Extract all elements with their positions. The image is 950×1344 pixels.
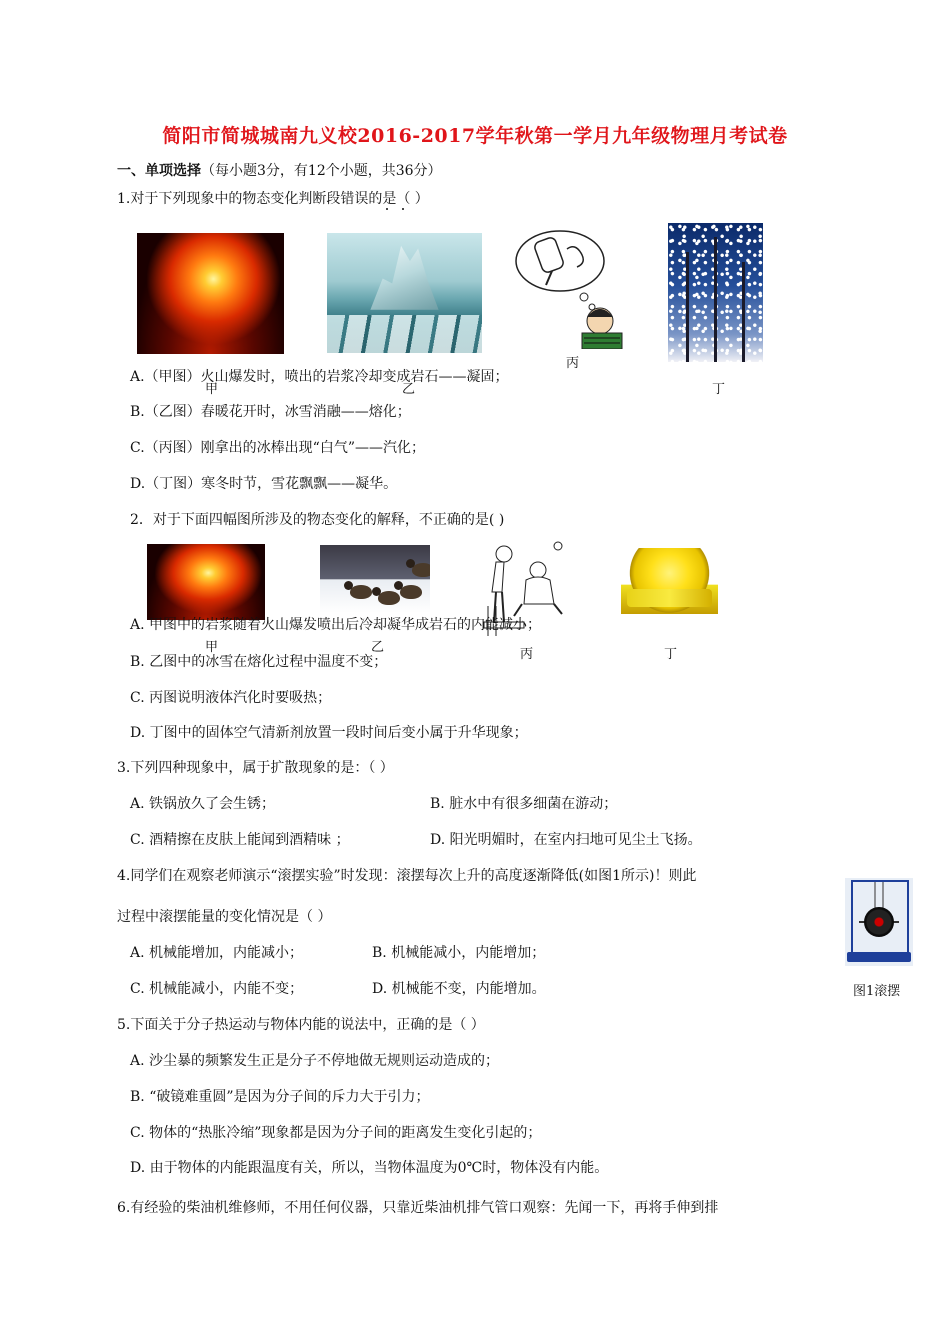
section-note: （每小题3分，有12个小题，共36分） — [201, 163, 442, 179]
q3-option-c: C. 酒精擦在皮肤上能闻到酒精味 ； — [130, 832, 350, 848]
q4-option-a: A. 机械能增加，内能减小； — [130, 945, 304, 961]
q1-iceberg-image — [327, 233, 482, 353]
q1-snow-forest-image — [668, 223, 763, 362]
q4-option-b: B. 机械能减小，内能增加； — [372, 945, 546, 961]
question-4-stem-line2: 过程中滚摆能量的变化情况是（ ） — [117, 909, 332, 925]
q1-option-c: C.（丙图）刚拿出的冰棒出现“白气”——汽化； — [130, 440, 425, 456]
q2-caption-ding: 丁 — [664, 647, 678, 662]
q4-option-d: D. 机械能不变，内能增加。 — [372, 981, 546, 997]
q2-caption-yi: 乙 — [371, 640, 385, 655]
q1-popsicle-cartoon-image — [512, 225, 630, 349]
q1-option-b: B.（乙图）春暖花开时，冰雪消融——熔化； — [130, 404, 411, 420]
q1-caption-jia: 甲 — [205, 382, 219, 397]
q5-option-c: C. 物体的“热胀冷缩”现象都是因为分子间的距离发生变化引起的； — [130, 1125, 542, 1141]
q3-option-a: A. 铁锅放久了会生锈； — [130, 796, 276, 812]
q1-caption-yi: 乙 — [402, 382, 416, 397]
q2-air-freshener-image — [621, 548, 718, 614]
question-4-stem-line1: 4.同学们在观察老师演示“滚摆实验”时发现：滚摆每次上升的高度逐渐降低(如图1所示)！则此 — [117, 868, 697, 884]
section-title: 一、单项选择 — [117, 163, 201, 179]
q4-maxwell-pendulum-image — [845, 878, 913, 966]
question-6-stem: 6.有经验的柴油机维修师，不用任何仪器，只靠近柴油机排气管口观察：先闻一下，再将手伸到排 — [117, 1200, 719, 1216]
q2-caption-bing: 丙 — [520, 647, 534, 662]
q1-volcano-image — [137, 233, 284, 354]
q1-caption-ding: 丁 — [712, 382, 726, 397]
emphasis-dot — [402, 208, 404, 210]
q2-option-b: B. 乙图中的冰雪在熔化过程中温度不变； — [130, 654, 388, 670]
q5-option-b: B. “破镜难重圆”是因为分子间的斥力大于引力； — [130, 1089, 430, 1105]
q1-caption-bing: 丙 — [566, 356, 580, 371]
q5-option-a: A. 沙尘暴的频繁发生正是分子不停地做无规则运动造成的； — [130, 1053, 500, 1069]
q2-ducks-on-snow-image — [320, 545, 430, 613]
q1-option-d: D.（丁图）寒冬时节，雪花飘飘——凝华。 — [130, 476, 398, 492]
question-2-stem: 2．对于下面四幅图所涉及的物态变化的解释，不正确的是( ) — [130, 512, 505, 528]
page-title: 简阳市简城城南九义校2016-2017学年秋第一学月九年级物理月考试卷 — [162, 125, 788, 147]
q2-option-a: A. 甲图中的岩浆随着火山爆发喷出后冷却凝华成岩石的内能减小； — [130, 617, 542, 633]
question-3-stem: 3.下列四种现象中，属于扩散现象的是：（ ） — [117, 760, 394, 776]
q2-option-d: D. 丁图中的固体空气清新剂放置一段时间后变小属于升华现象； — [130, 725, 528, 741]
q3-option-d: D. 阳光明媚时，在室内扫地可见尘土飞扬。 — [430, 832, 702, 848]
q1-option-a: A.（甲图）火山爆发时，喷出的岩浆冷却变成岩石——凝固； — [130, 369, 509, 385]
q3-option-b: B. 脏水中有很多细菌在游动； — [430, 796, 618, 812]
section-heading — [117, 160, 442, 180]
question-1-stem: 1.对于下列现象中的物态变化判断段错误的是（ ） — [117, 191, 429, 207]
q5-option-d: D. 由于物体的内能跟温度有关，所以，当物体温度为0℃时，物体没有内能。 — [130, 1160, 609, 1176]
q2-volcano-image — [147, 544, 265, 620]
q4-option-c: C. 机械能减小，内能不变； — [130, 981, 304, 997]
emphasis-dot — [386, 208, 388, 210]
q4-figure-caption: 图1滚摆 — [853, 984, 901, 999]
question-5-stem: 5.下面关于分子热运动与物体内能的说法中，正确的是（ ） — [117, 1017, 485, 1033]
q2-caption-jia: 甲 — [205, 640, 219, 655]
q2-option-c: C. 丙图说明液体汽化时要吸热； — [130, 690, 332, 706]
